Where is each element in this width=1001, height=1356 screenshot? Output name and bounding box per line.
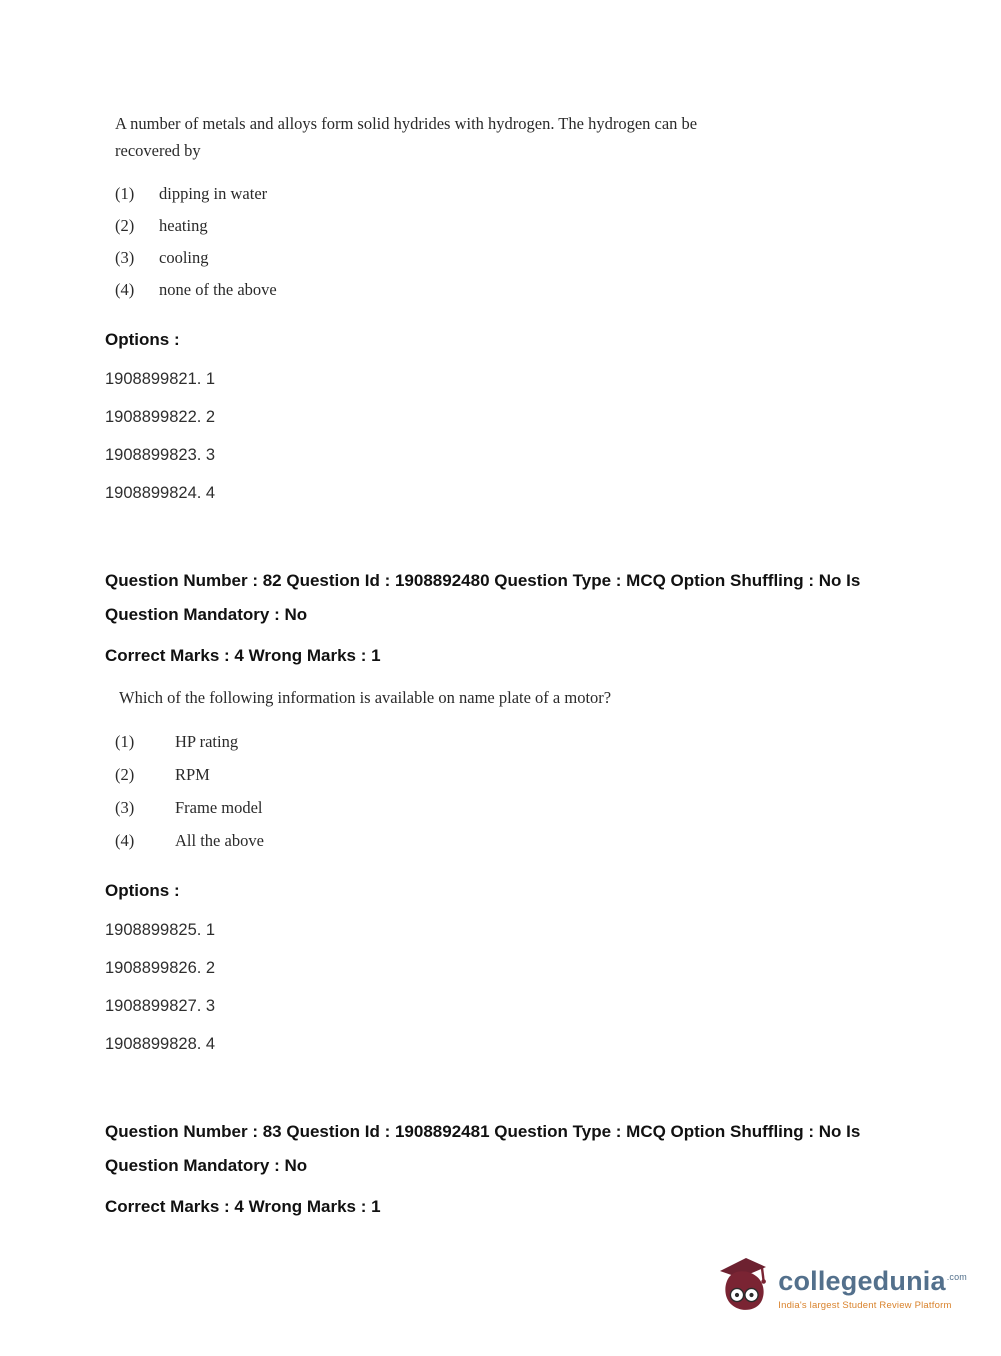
option-id-line: 1908899821. 1 (105, 370, 216, 388)
question-meta-line: Question Number : 82 Question Id : 1908892480 Question Type : MCQ Option Shuffling : No Is (105, 571, 861, 590)
question-83-block (105, 1115, 961, 1217)
brand-name (778, 1262, 967, 1296)
brand-tld: .com (946, 1272, 967, 1282)
choice-label: none of the above (159, 280, 277, 299)
graduate-mascot-icon (716, 1254, 770, 1314)
choice-row (115, 791, 961, 824)
question-text (115, 110, 961, 164)
choice-row (115, 274, 961, 306)
choice-label: heating (159, 216, 208, 235)
choice-number: (1) (115, 184, 135, 203)
choice-list (115, 725, 961, 857)
choice-number: (2) (115, 765, 135, 784)
question-text-line: A number of metals and alloys form solid hydrides with hydrogen. The hydrogen can be (115, 114, 698, 133)
brand-text-block (778, 1254, 967, 1311)
option-id-line: 1908899825. 1 (105, 921, 216, 939)
question-text: Which of the following information is available on name plate of a motor? (119, 688, 612, 707)
choice-number: (3) (115, 798, 135, 817)
choice-label: Frame model (175, 798, 263, 817)
choice-number: (2) (115, 216, 135, 235)
option-id-line: 1908899824. 4 (105, 484, 216, 502)
choice-label: HP rating (175, 732, 239, 751)
brand-word: collegedunia (778, 1266, 946, 1296)
question-meta (105, 1115, 935, 1183)
choice-row (115, 242, 961, 274)
choice-row (115, 758, 961, 791)
choice-label: dipping in water (159, 184, 268, 203)
question-meta (105, 564, 935, 632)
marks-line: Correct Marks : 4 Wrong Marks : 1 (105, 1197, 381, 1216)
choice-label: All the above (175, 831, 264, 850)
choice-number: (3) (115, 248, 135, 267)
choice-row (115, 210, 961, 242)
choice-number: (4) (115, 831, 135, 850)
question-meta-line: Question Mandatory : No (105, 605, 308, 624)
question-text-line: recovered by (115, 141, 201, 160)
marks-line: Correct Marks : 4 Wrong Marks : 1 (105, 646, 381, 665)
options-heading: Options : (105, 881, 180, 900)
choice-row (115, 824, 961, 857)
choice-row (115, 725, 961, 758)
question-meta-line: Question Number : 83 Question Id : 1908892481 Question Type : MCQ Option Shuffling : No Is (105, 1122, 861, 1141)
options-heading: Options : (105, 330, 180, 349)
option-id-line: 1908899822. 2 (105, 408, 216, 426)
option-id-line: 1908899823. 3 (105, 446, 216, 464)
question-82-block (105, 564, 961, 1053)
option-id-line: 1908899827. 3 (105, 997, 216, 1015)
choice-number: (4) (115, 280, 135, 299)
choice-label: cooling (159, 248, 209, 267)
choice-number: (1) (115, 732, 135, 751)
brand-tagline: India's largest Student Review Platform (778, 1300, 952, 1311)
option-id-line: 1908899828. 4 (105, 1035, 216, 1053)
choice-label: RPM (175, 765, 210, 784)
option-id-line: 1908899826. 2 (105, 959, 216, 977)
choice-row (115, 178, 961, 210)
collegedunia-logo (716, 1254, 967, 1314)
question-81-block (105, 110, 961, 502)
question-meta-line: Question Mandatory : No (105, 1156, 308, 1175)
choice-list (115, 178, 961, 306)
